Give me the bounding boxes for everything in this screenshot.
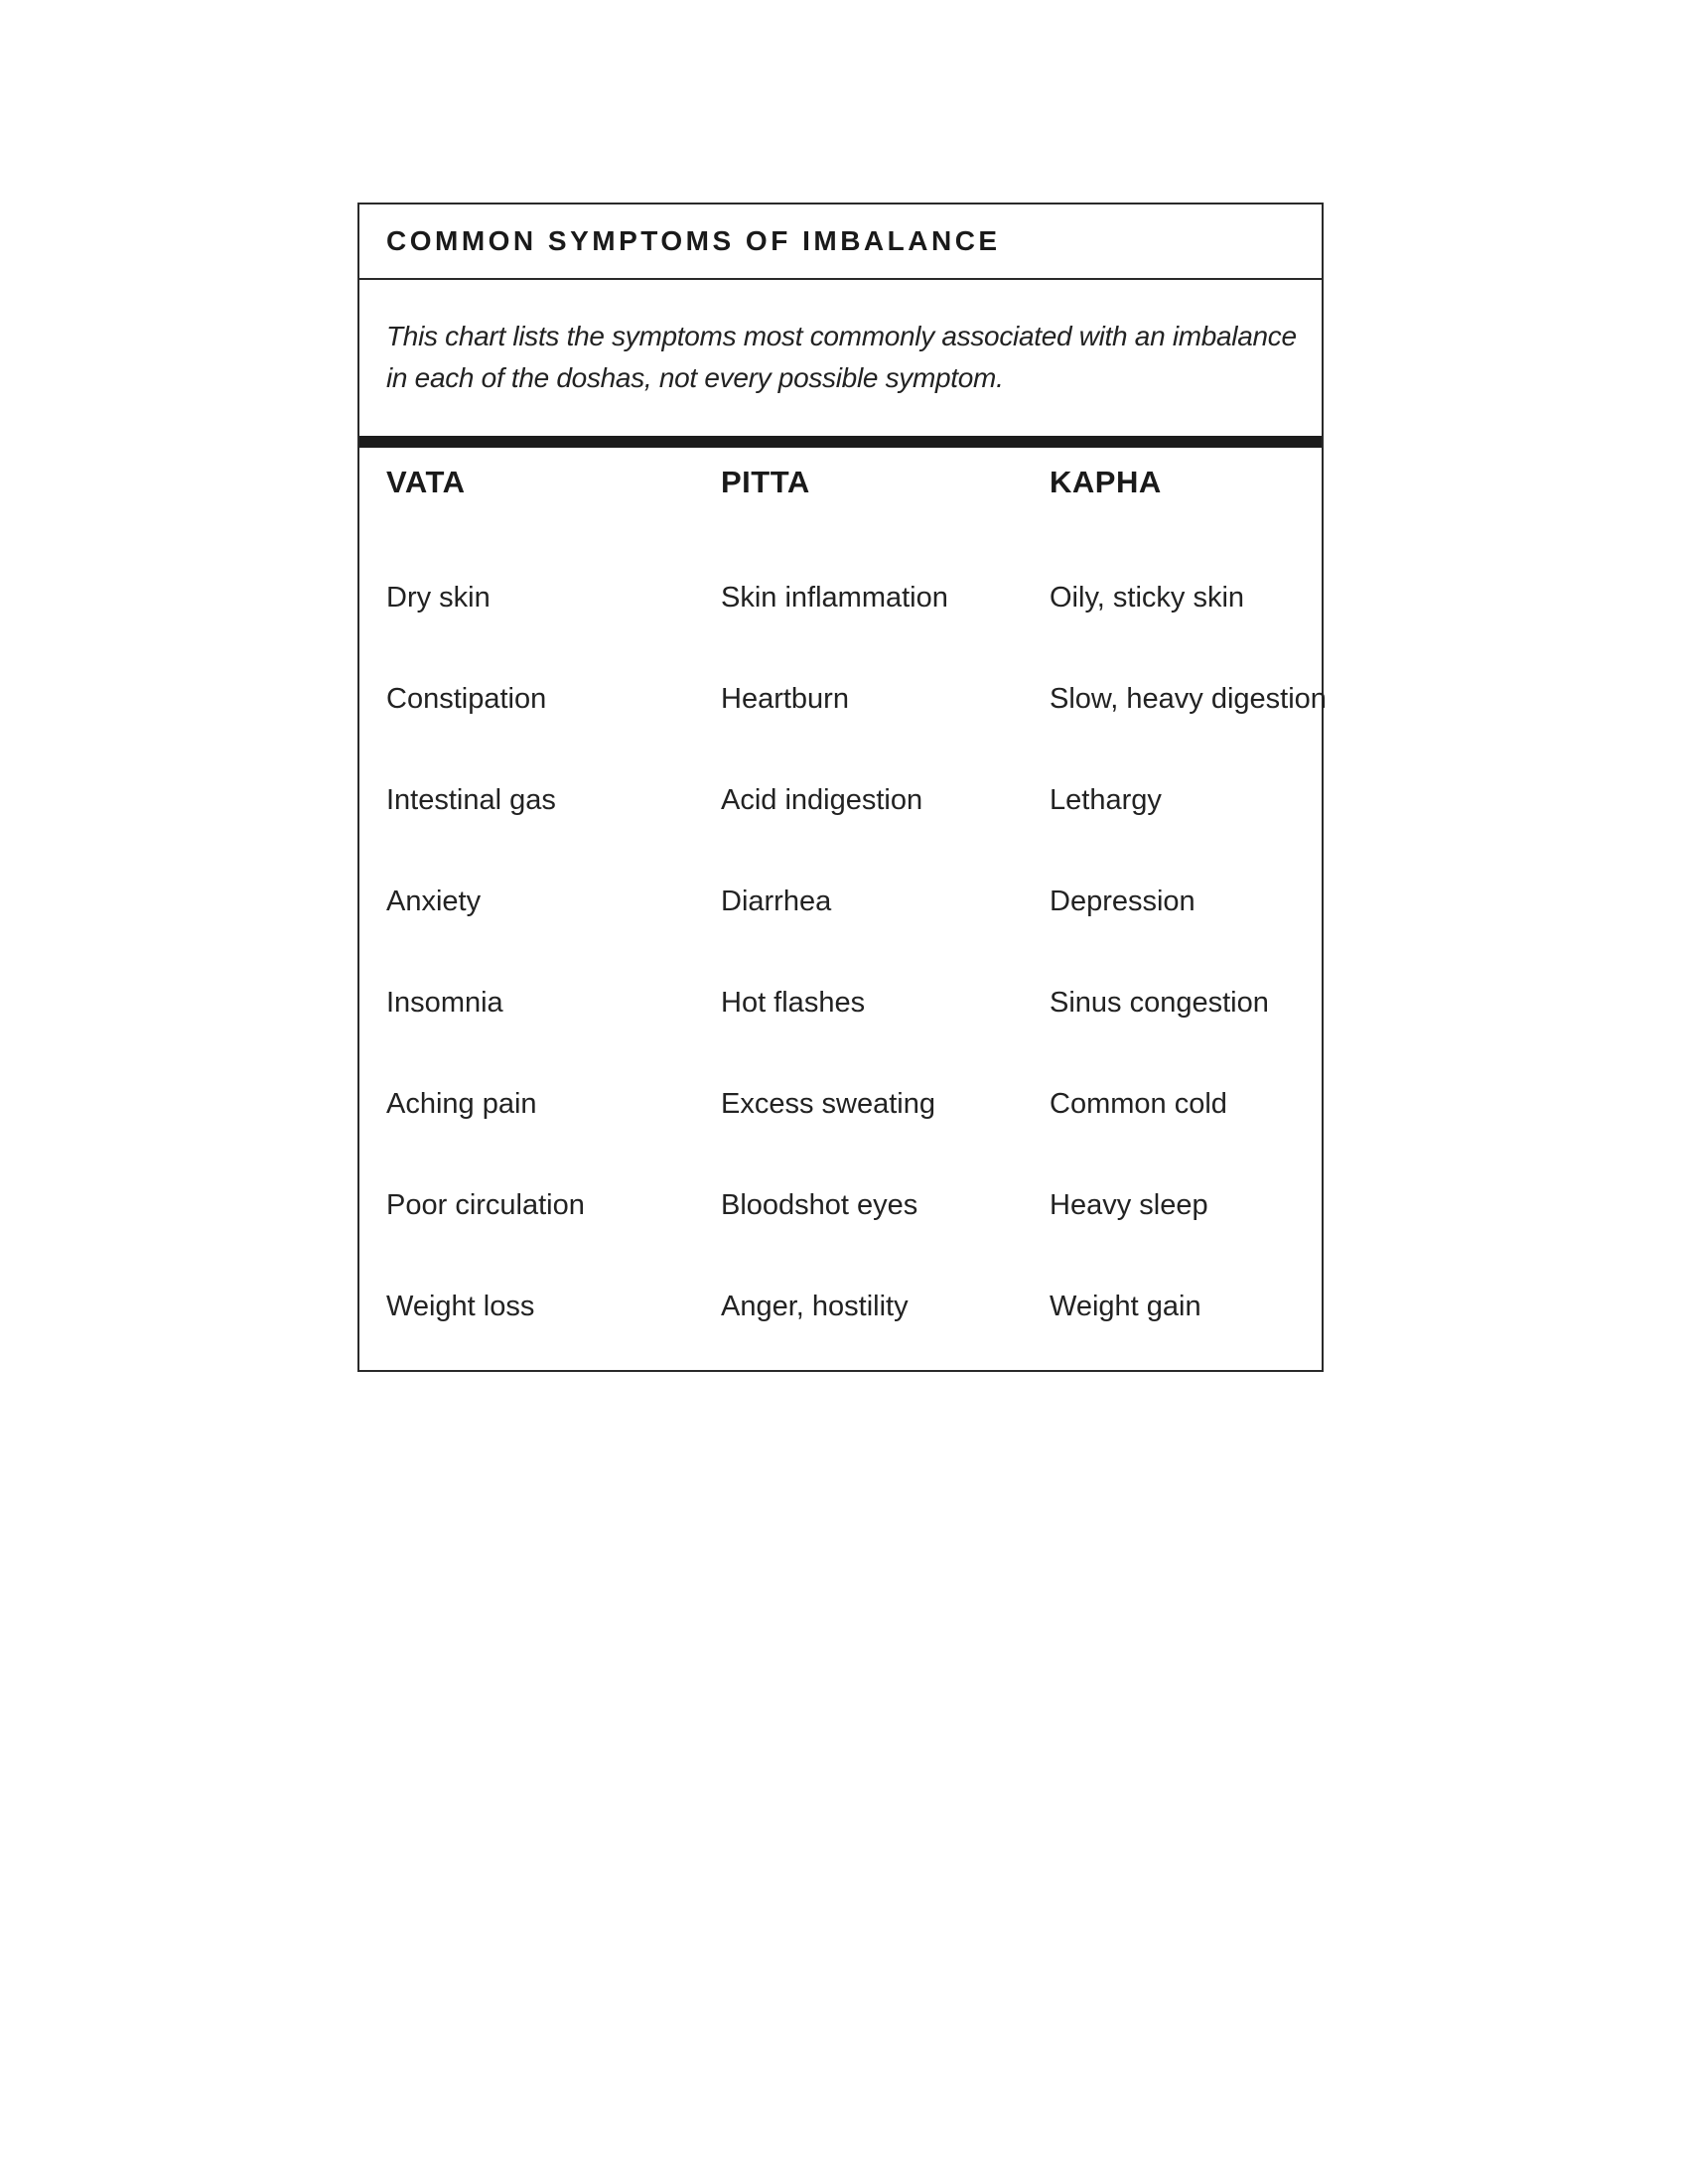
header-divider xyxy=(359,436,1322,448)
symptoms-chart-box xyxy=(357,203,1327,1372)
symptom-cell: Intestinal gas xyxy=(386,783,556,816)
column-kapha xyxy=(1050,448,1327,1357)
symptom-cell: Excess sweating xyxy=(721,1087,935,1120)
column-vata xyxy=(386,448,585,1357)
chart-intro: This chart lists the symptoms most commonly associated with an imbalance in each of the doshas, not every possible symptom. xyxy=(386,321,1297,393)
symptom-cell: Slow, heavy digestion xyxy=(1050,682,1327,715)
symptom-cell: Acid indigestion xyxy=(721,783,923,816)
symptom-cell: Skin inflammation xyxy=(721,581,948,614)
symptom-cell: Poor circulation xyxy=(386,1188,585,1221)
symptom-cell: Depression xyxy=(1050,885,1196,917)
symptom-cell: Heavy sleep xyxy=(1050,1188,1208,1221)
symptom-cell: Oily, sticky skin xyxy=(1050,581,1245,614)
symptom-cell: Constipation xyxy=(386,682,547,715)
symptom-cell: Common cold xyxy=(1050,1087,1227,1120)
symptom-cell: Weight loss xyxy=(386,1290,535,1322)
symptom-cell: Anger, hostility xyxy=(721,1290,909,1322)
symptom-cell: Hot flashes xyxy=(721,986,866,1019)
symptom-cell: Weight gain xyxy=(1050,1290,1201,1322)
symptom-cell: Anxiety xyxy=(386,885,482,917)
column-pitta xyxy=(721,448,948,1357)
symptom-cell: Aching pain xyxy=(386,1087,537,1120)
symptom-cell: Lethargy xyxy=(1050,783,1162,816)
column-header-kapha: KAPHA xyxy=(1050,465,1162,499)
symptom-cell: Heartburn xyxy=(721,682,849,715)
column-header-pitta: PITTA xyxy=(721,465,810,499)
column-header-vata: VATA xyxy=(386,465,466,499)
symptom-cell: Insomnia xyxy=(386,986,503,1019)
symptom-cell: Diarrhea xyxy=(721,885,832,917)
chart-title: COMMON SYMPTOMS OF IMBALANCE xyxy=(359,205,1322,280)
symptom-cell: Sinus congestion xyxy=(1050,986,1269,1019)
symptom-cell: Dry skin xyxy=(386,581,491,614)
symptom-cell: Bloodshot eyes xyxy=(721,1188,918,1221)
